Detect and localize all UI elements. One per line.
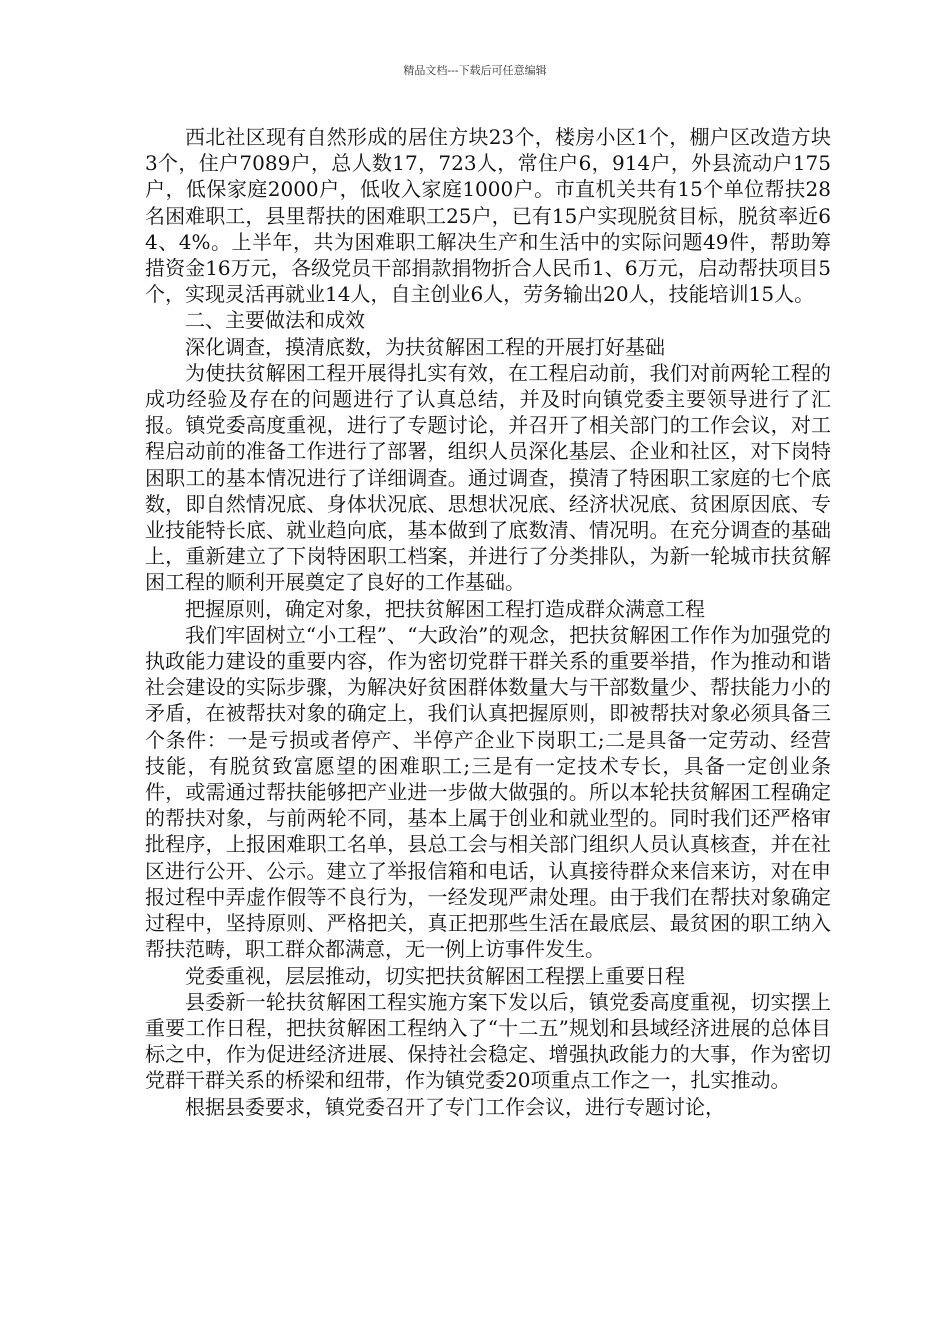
subheading-investigation: 深化调查，摸清底数，为扶贫解困工程的开展打好基础 <box>185 334 665 359</box>
paragraph-investigation: 为使扶贫解困工程开展得扎实有效，在工程启动前，我们对前两轮工程的成功经验及存在的问题进行了认真总结，并及时向镇党委主要领导进行了汇报。镇党委高度重视，进行了专题讨论，并召开了相关部门的工作会议，对工程启动前的准备工作进行了部署，组织人员深化基层、企业和社区，对下岗特困职工的基本情况进行了详细调查。通过调查，摸清了特困职工家庭的七个底数，即自然情况底、身体状况底、思想状况底、经济状况底、贫困原因底、专业技能特长底、就业趋向底，基本做到了底数清、情况明。在充分调查的基础上，重新建立了下岗特困职工档案，并进行了分类排队，为新一轮城市扶贫解困工程的顺利开展奠定了良好的工作基础。 <box>145 360 831 595</box>
page-header: 精品文档---下载后可任意编辑 <box>403 64 547 77</box>
document-body <box>145 124 831 1120</box>
paragraph-community-overview: 西北社区现有自然形成的居住方块23个，楼房小区1个，棚户区改造方块3个，住户7089户，总人数17，723人，常住户6，914户，外县流动户175户，低保家庭2000户，低收入家庭1000户。市直机关共有15个单位帮扶28名困难职工，县里帮扶的困难职工25户，已有15户实现脱贫目标，脱贫率近64、4%。上半年，共为困难职工解决生产和生活中的实际问题49件，帮助筹措资金16万元，各级党员干部捐款捐物折合人民币1、6万元，启动帮扶项目5个，实现灵活再就业14人，自主创业6人，劳务输出20人，技能培训15人。 <box>145 125 831 307</box>
paragraph-principles: 我们牢固树立“小工程”、“大政治”的观念，把扶贫解困工作作为加强党的执政能力建设的重要内容，作为密切党群干群关系的重要举措，作为推动和谐社会建设的实际步骤，为解决好贫困群体数量大与干部数量少、帮扶能力小的矛盾，在被帮扶对象的确定上，我们认真把握原则，即被帮扶对象必须具备三个条件：一是亏损或者停产、半停产企业下岗职工;二是具备一定劳动、经营技能，有脱贫致富愿望的困难职工;三是有一定技术专长，具备一定创业条件，或需通过帮扶能够把产业进一步做大做强的。所以本轮扶贫解困工程确定的帮扶对象，与前两轮不同，基本上属于创业和就业型的。同时我们还严格审批程序，上报困难职工名单，县总工会与相关部门组织人员认真核查，并在社区进行公开、公示。建立了举报信箱和电话，认真接待群众来信来访，对在申报过程中弄虚作假等不良行为，一经发现严肃处理。由于我们在帮扶对象确定过程中，坚持原则、严格把关，真正把那些生活在最底层、最贫困的职工纳入帮扶范畴，职工群众都满意，无一例上访事件发生。 <box>145 622 831 962</box>
section-heading-main-practices: 二、主要做法和成效 <box>185 308 365 333</box>
paragraph-county-requirements: 根据县委要求，镇党委召开了专门工作会议，进行专题讨论， <box>185 1094 725 1119</box>
subheading-principles: 把握原则，确定对象，把扶贫解困工程打造成群众满意工程 <box>185 596 705 621</box>
subheading-party-committee: 党委重视，层层推动，切实把扶贫解困工程摆上重要日程 <box>185 963 685 988</box>
paragraph-party-committee: 县委新一轮扶贫解困工程实施方案下发以后，镇党委高度重视，切实摆上重要工作日程，把扶贫解困工程纳入了“十二五”规划和县域经济进展的总体目标之中，作为促进经济进展、保持社会稳定、增强执政能力的大事，作为密切党群干群关系的桥梁和纽带，作为镇党委20项重点工作之一，扎实推动。 <box>145 989 831 1093</box>
